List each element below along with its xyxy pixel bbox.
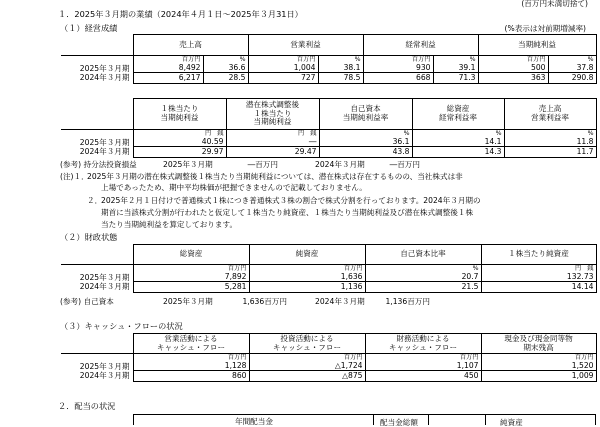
header-sales: 売上高 — [133, 35, 248, 56]
table-divider — [133, 414, 134, 425]
cell-value: 132.73 — [566, 272, 594, 281]
note-mark: (注)１． — [60, 172, 89, 181]
header-ordinary-profit: 経常利益 — [363, 35, 478, 56]
cell-value: 1,520 — [571, 361, 594, 370]
financial-position-table — [61, 244, 597, 293]
header-diluted-eps — [226, 99, 319, 130]
cell-value: 78.5 — [318, 73, 363, 84]
header-financing-cf — [365, 334, 481, 354]
unit-label: 百万円 — [227, 265, 247, 272]
unit-label: 百万円 — [574, 354, 594, 361]
cell-value: 668 — [363, 73, 433, 84]
unit-label: 円 銭 — [574, 265, 594, 272]
cell-value: 7,892 — [224, 272, 247, 281]
header-text: 営業活動による キャッシュ・フロー — [156, 333, 226, 352]
unit-note: (百万円未満切捨て) — [521, 0, 588, 8]
cell-value: 20.7 — [461, 272, 479, 281]
unit-label: % — [239, 56, 246, 63]
ref-value: 1,636百万円 — [242, 297, 287, 306]
header-net-profit: 当期純利益 — [478, 35, 596, 56]
percent-note: (%表示は対前期増減率) — [504, 24, 586, 33]
note-text: 当たり当期純利益を算定しております。 — [101, 220, 238, 229]
header-text: 財務活動による キャッシュ・フロー — [388, 333, 458, 352]
dividend-header: 年間配当金 — [235, 417, 273, 426]
row-label: 2024年３月期 — [61, 147, 133, 158]
unit-label: % — [587, 56, 594, 63]
cell-value: 860 — [133, 371, 249, 382]
unit-label: 百万円 — [459, 354, 479, 361]
cell-value: 43.8 — [319, 147, 412, 158]
note-text: 2025年２月１日付けで普通株式１株につき普通株式３株の割合で株式分割を行っております。2024年３月期の — [101, 196, 481, 205]
unit-label: 百万円 — [343, 265, 363, 272]
cell-value: △1,724 — [334, 361, 363, 370]
table-divider — [485, 414, 486, 425]
header-investing-cf — [249, 334, 365, 354]
cell-value: 21.5 — [365, 282, 481, 293]
row-label: 2024年３月期 — [61, 73, 133, 84]
unit-label: 百万円 — [296, 56, 316, 63]
unit-label: % — [495, 130, 502, 137]
table-divider — [428, 414, 429, 425]
cell-value: 37.8 — [576, 63, 594, 72]
cell-value: 1,107 — [456, 361, 479, 370]
cell-value: ― — [308, 137, 317, 146]
unit-label: 百万円 — [411, 56, 431, 63]
ref-value: 1,136百万円 — [385, 297, 430, 306]
table-divider — [595, 414, 596, 425]
header-bps: １株当たり純資産 — [481, 245, 596, 265]
header-operating-profit: 営業利益 — [248, 35, 363, 56]
header-equity-ratio: 自己資本比率 — [365, 245, 481, 265]
cell-value: 1,009 — [481, 371, 596, 382]
header-net-assets: 純資産 — [249, 245, 365, 265]
cell-value: 40.59 — [201, 137, 224, 146]
header-text: 自己資本 当期純利益率 — [342, 104, 389, 122]
cell-value: △875 — [249, 371, 365, 382]
unit-label: % — [472, 265, 479, 272]
note-text: 期首に当該株式分割が行われたと仮定して１株当たり純資産、１株当たり当期純利益及び潜在株式調整後１株 — [101, 208, 474, 217]
ref-value: ―百万円 — [247, 160, 278, 169]
row-label: 2024年３月期 — [61, 371, 133, 382]
cell-value: 450 — [365, 371, 481, 382]
cell-value: 1,128 — [224, 361, 247, 370]
cash-flow-table — [61, 333, 597, 382]
cell-value: 11.7 — [504, 147, 596, 158]
equity-method-label: (参考) 持分法投資損益 — [60, 160, 137, 169]
unit-label: 百万円 — [227, 354, 247, 361]
section2-title: ２．配当の状況 — [58, 401, 116, 411]
header-cash-balance — [481, 334, 596, 354]
cell-value: 71.3 — [433, 73, 478, 84]
row-label: 2025年３月期 — [61, 56, 133, 73]
header-text: 潜在株式調整後 １株当たり 当期純利益 — [245, 99, 300, 127]
header-text: 売上高 営業利益率 — [531, 104, 569, 122]
cell-value: 14.14 — [481, 282, 596, 293]
header-eps — [133, 99, 226, 130]
unit-label: 円 銭 — [297, 130, 317, 137]
cell-value: 727 — [248, 73, 318, 84]
cell-value: 5,281 — [133, 282, 249, 293]
ref-period: 2024年３月期 — [315, 160, 365, 169]
unit-label: % — [403, 130, 410, 137]
dividend-header: 純資産 — [500, 418, 523, 427]
cell-value: 363 — [478, 73, 548, 84]
operating-results-title: （１）経営成績 — [60, 23, 118, 33]
unit-label: 百万円 — [526, 56, 546, 63]
cell-value: 8,492 — [178, 63, 201, 72]
cell-value: 29.47 — [226, 147, 319, 158]
section1-title: １．2025年３月期の業績（2024年４月１日～2025年３月31日） — [58, 9, 303, 19]
unit-label: % — [354, 56, 361, 63]
header-text: 総資産 経常利益率 — [439, 104, 477, 122]
cell-value: 930 — [416, 63, 431, 72]
cell-value: 500 — [531, 63, 546, 72]
equity-capital-label: (参考) 自己資本 — [60, 297, 114, 306]
note-text: 2025年３月期の潜在株式調整後１株当たり当期純利益については、潜在株式は存在するものの、当社株式は非 — [87, 172, 463, 181]
table-divider — [373, 414, 374, 425]
cell-value: 1,636 — [340, 272, 363, 281]
cell-value: 38.1 — [343, 63, 361, 72]
header-operating-margin — [504, 99, 596, 130]
header-text: 投資活動による キャッシュ・フロー — [272, 333, 342, 352]
cell-value: 36.1 — [392, 137, 410, 146]
ref-value: ―百万円 — [389, 160, 420, 169]
financial-position-title: （２）財政状態 — [60, 232, 118, 242]
cell-value: 1,136 — [249, 282, 365, 293]
header-roe — [319, 99, 412, 130]
cell-value: 28.5 — [203, 73, 248, 84]
unit-label: 円 銭 — [204, 130, 224, 137]
ref-period: 2025年３月期 — [163, 297, 213, 306]
unit-label: % — [469, 56, 476, 63]
cell-value: 290.8 — [548, 73, 596, 84]
header-text: １株当たり 当期純利益 — [160, 104, 199, 122]
cell-value: 14.3 — [412, 147, 504, 158]
cash-flow-title: （３）キャッシュ・フローの状況 — [60, 321, 183, 331]
row-label: 2025年３月期 — [61, 354, 133, 371]
dividend-table-top-border — [133, 414, 596, 415]
row-label: 2024年３月期 — [61, 282, 133, 293]
note-mark: ２． — [87, 196, 103, 205]
unit-label: % — [587, 130, 594, 137]
cell-value: 36.6 — [228, 63, 246, 72]
operating-results-table — [61, 34, 597, 84]
cell-value: 39.1 — [458, 63, 476, 72]
cell-value: 29.97 — [133, 147, 226, 158]
unit-label: 百万円 — [181, 56, 201, 63]
header-roa — [412, 99, 504, 130]
per-share-table — [61, 98, 597, 158]
ref-period: 2024年３月期 — [315, 297, 365, 306]
dividend-header: 配当金総額 — [380, 418, 418, 427]
header-text: 現金及び現金同等物 期末残高 — [504, 333, 573, 352]
cell-value: 1,004 — [293, 63, 316, 72]
ref-period: 2025年３月期 — [163, 160, 213, 169]
note-text: 上場であったため、期中平均株価が把握できませんので記載しておりません。 — [101, 183, 367, 192]
cell-value: 14.1 — [484, 137, 502, 146]
cell-value: 11.8 — [576, 137, 594, 146]
header-operating-cf — [133, 334, 249, 354]
header-total-assets: 総資産 — [133, 245, 249, 265]
row-label: 2025年３月期 — [61, 265, 133, 282]
unit-label: 百万円 — [343, 354, 363, 361]
cell-value: 6,217 — [133, 73, 203, 84]
row-label: 2025年３月期 — [61, 130, 133, 147]
